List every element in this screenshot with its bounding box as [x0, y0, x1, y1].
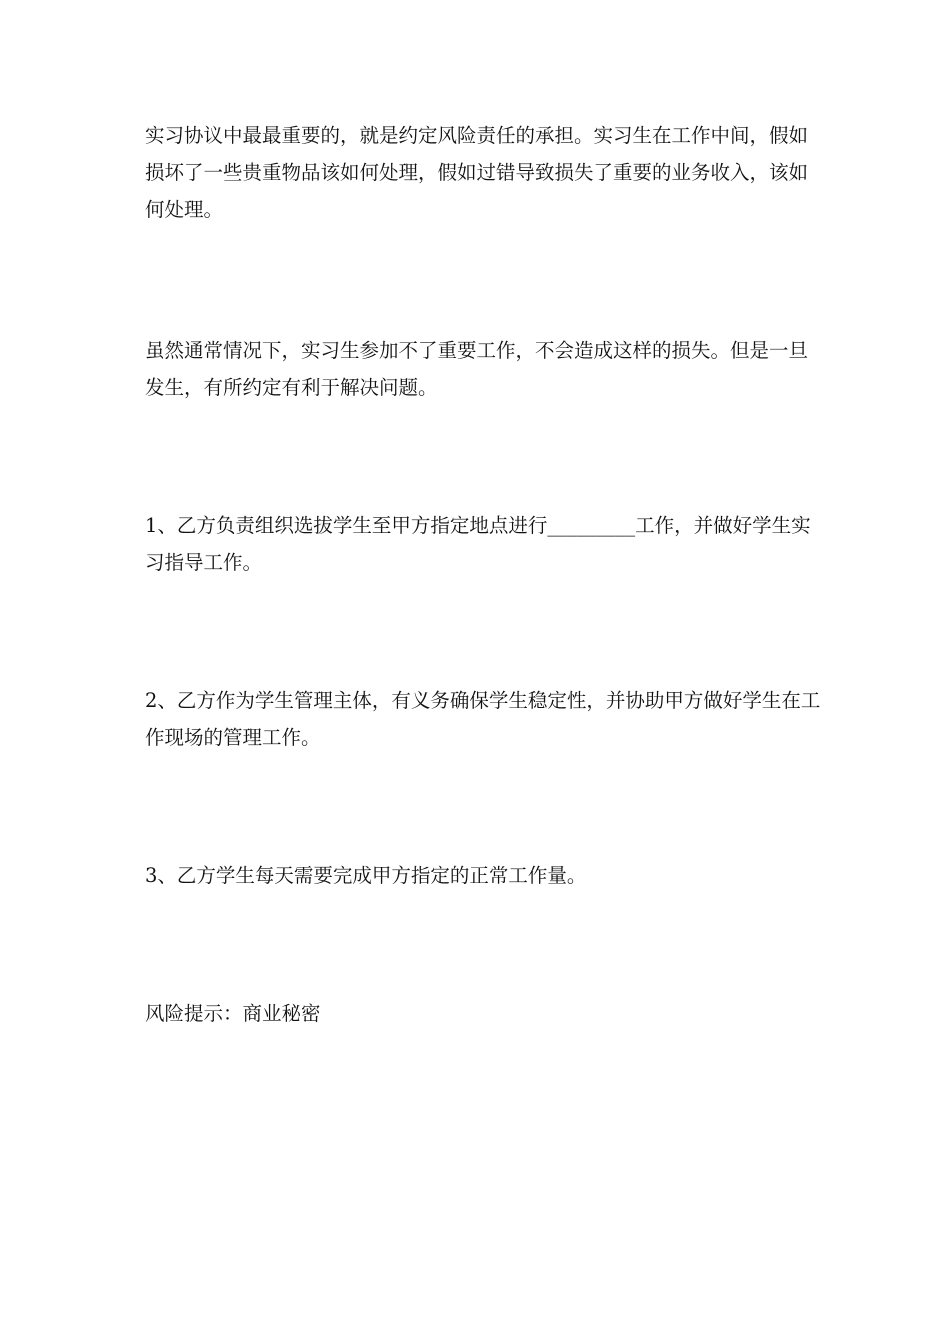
text-line: 习指导工作。 — [145, 551, 263, 574]
text-line: 发生，有所约定有利于解决问题。 — [145, 376, 438, 399]
paragraph-risk-responsibility — [145, 117, 810, 228]
paragraph-loss-note — [145, 332, 810, 406]
text-line: 2、乙方作为学生管理主体，有义务确保学生稳定性，并协助甲方做好学生在工 — [145, 689, 821, 712]
text-line: 作现场的管理工作。 — [145, 726, 321, 749]
clause-3 — [145, 857, 810, 894]
risk-heading — [145, 995, 810, 1032]
text-line: 虽然通常情况下，实习生参加不了重要工作，不会造成这样的损失。但是一旦 — [145, 339, 809, 362]
text-line: 1、乙方负责组织选拔学生至甲方指定地点进行_________工作，并做好学生实 — [145, 514, 811, 537]
text-line: 何处理。 — [145, 198, 224, 221]
clause-2 — [145, 682, 821, 756]
text-line: 损坏了一些贵重物品该如何处理，假如过错导致损失了重要的业务收入，该如 — [145, 161, 809, 184]
text-line: 实习协议中最最重要的，就是约定风险责任的承担。实习生在工作中间，假如 — [145, 124, 809, 147]
text-line: 3、乙方学生每天需要完成甲方指定的正常工作量。 — [145, 864, 587, 887]
clause-1 — [145, 507, 810, 581]
text-line: 风险提示：商业秘密 — [145, 1002, 321, 1025]
